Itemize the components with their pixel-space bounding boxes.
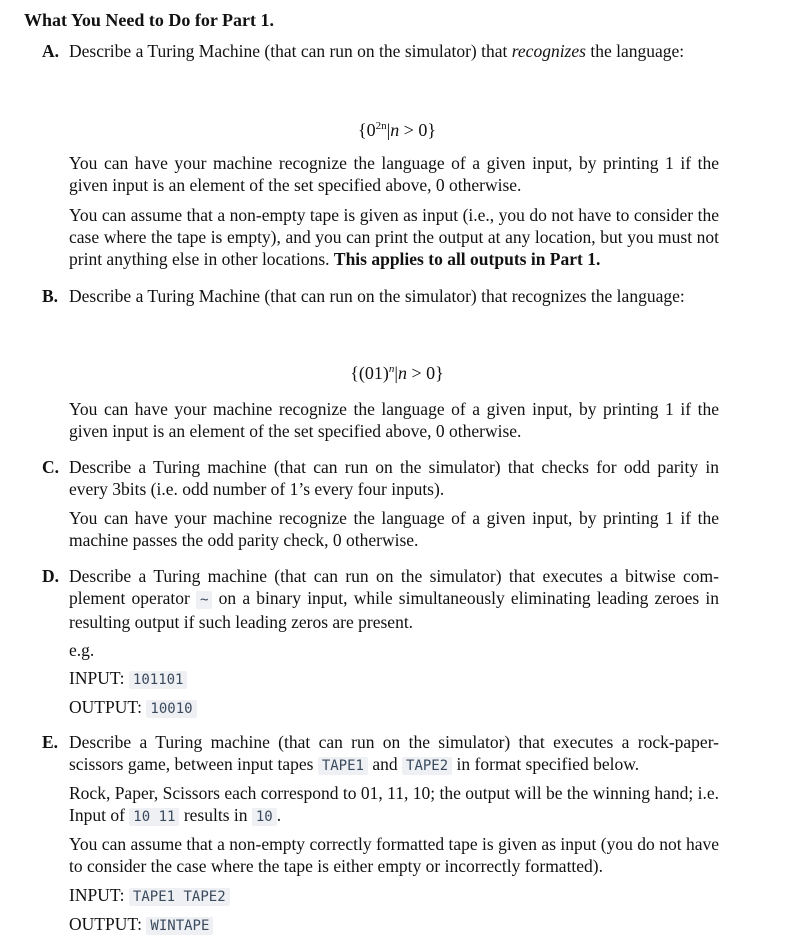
input-label: INPUT: [69,668,129,688]
set-close: > 0} [406,363,444,383]
item-a-assumption [69,204,719,270]
item-e-assumption: You can assume that a non-empty correctly formatted tape is given as input (you do not have to consider the case where the tape is either empty or incorrectly formatted). [69,834,719,876]
item-a-output-rule: You can have your machine recognize the language of a given input, by printing 1 if the given input is an element of the set specified above, 0 otherwise. [69,153,719,195]
item-e-and: and [367,754,403,774]
tape1-code: TAPE1 [318,757,368,775]
item-a-intro-text: Describe a Turing Machine (that can run on the simulator) that [69,41,512,61]
output-value-code: 10010 [146,700,196,718]
set-bar: | [386,120,391,140]
item-e-mapping [69,782,719,828]
set-open: {(01) [350,363,389,383]
item-a-assumption-text: You can assume that a non-empty tape is given as input (i.e., you do not have to consider the case where the tape is empty), and you can print the output at any location, but you must not print anything else in other locations. [69,205,719,269]
item-d-intro [69,565,719,633]
item-e-intro-suffix: in format specified below. [452,754,640,774]
item-a-intro-emphasis: recognizes [511,41,586,61]
item-b-language-set [0,357,794,385]
input-value-code: 101101 [129,671,188,689]
item-e-mapping-mid: results in [179,805,252,825]
set-variable: n [390,120,400,140]
set-bar: | [394,363,398,383]
item-e-intro [69,731,719,777]
item-a-language-set [0,114,794,142]
item-b-label: B. [42,286,59,306]
set-variable: n [397,363,407,383]
set-close: > 0} [399,120,437,140]
output-label: OUTPUT: [69,697,147,717]
output-format-code: WINTAPE [146,917,213,935]
item-a-intro [69,40,719,62]
item-e-output-format [69,913,213,937]
item-e-input-format [69,884,230,908]
item-c-output-rule: You can have your machine recognize the language of a given input, by printing 1 if the machine passes the odd parity check, 0 otherwise. [69,508,719,550]
set-exponent: n [388,363,395,375]
item-d-example-input [69,667,187,691]
tape2-code: TAPE2 [402,757,452,775]
item-e-mapping-suffix: . [276,805,282,825]
input-label: INPUT: [69,885,129,905]
item-c-intro: Describe a Turing machine (that can run on the simulator) that checks for odd parity in every 3bits (i.e. odd number of 1’s every four inputs). [69,457,719,499]
set-exponent: 2n [375,120,387,132]
item-a-assumption-bold: This applies to all outputs in Part 1. [333,249,601,269]
complement-operator-code: ~ [196,591,212,609]
example-result-code: 10 [252,808,277,826]
item-d-example-label: e.g. [69,640,95,660]
set-open: {0 [357,120,376,140]
example-input-code: 10 11 [129,808,179,826]
input-format-code: TAPE1 TAPE2 [129,888,230,906]
item-b-output-rule: You can have your machine recognize the language of a given input, by printing 1 if the given input is an element of the set specified above, 0 otherwise. [69,399,719,441]
item-b-intro: Describe a Turing Machine (that can run on the simulator) that recognizes the language: [69,286,685,306]
section-heading: What You Need to Do for Part 1. [24,10,274,30]
item-e-mapping-text: Rock, Paper, Scissors each correspond to 01, 11, 10; the output will be the winning hand; i.e. Input of [69,783,719,825]
item-e-label: E. [42,732,59,752]
item-a-label: A. [42,41,60,61]
item-d-label: D. [42,566,60,586]
item-d-intro-text: Describe a Turing machine (that can run on the simulator) that executes a bitwise com-plement operator [69,566,719,608]
item-c-label: C. [42,457,60,477]
item-a-intro-suffix: the language: [585,41,685,61]
item-d-example-output [69,696,197,720]
output-label: OUTPUT: [69,914,147,934]
item-d-intro-suffix: on a binary input, while simultaneously eliminating leading zeroes in resulting output if such leading zeros are present. [69,588,719,632]
item-e-intro-text: Describe a Turing machine (that can run on the simulator) that executes a rock-paper-scissors game, between input tapes [69,732,719,774]
